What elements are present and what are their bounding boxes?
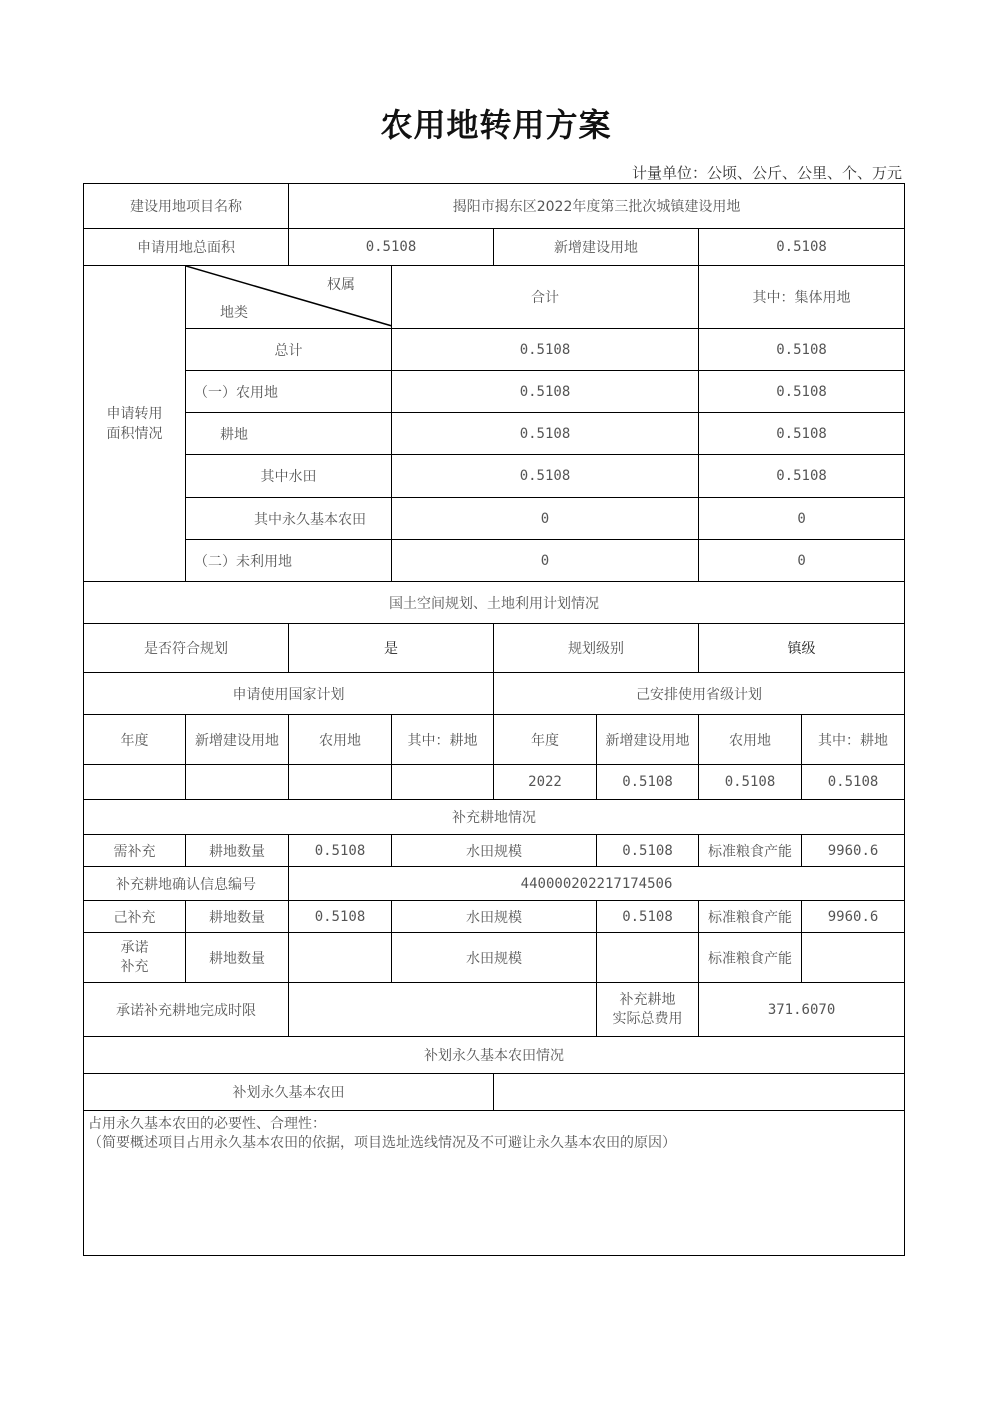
plan-value	[84, 765, 186, 800]
farmland-section-title: 补划永久基本农田情况	[84, 1037, 905, 1074]
farmland-value	[494, 1074, 905, 1111]
plan-value: 0.5108	[597, 765, 699, 800]
ownership-landtype-header	[186, 266, 392, 329]
done-supplement-row	[84, 901, 905, 933]
conversion-row	[84, 329, 905, 371]
conversion-row-total: 0.5108	[392, 329, 699, 371]
promise-qty-label: 耕地数量	[186, 933, 289, 983]
note-row	[84, 1111, 905, 1256]
promise-qty-value	[289, 933, 392, 983]
planning-level-label: 规划级别	[494, 624, 699, 673]
project-value: 揭阳市揭东区2022年度第三批次城镇建设用地	[289, 184, 905, 229]
need-grain-value: 9960.6	[802, 835, 905, 867]
note-cell	[84, 1111, 905, 1256]
conversion-row-total: 0.5108	[392, 455, 699, 498]
plan-col-header: 新增建设用地	[597, 715, 699, 765]
conversion-row-collective: 0.5108	[699, 371, 905, 413]
conversion-row-collective: 0	[699, 540, 905, 582]
planning-section-row	[84, 582, 905, 624]
promise-grain-value	[802, 933, 905, 983]
need-supplement-row	[84, 835, 905, 867]
diagonal-line	[186, 266, 392, 329]
planning-conform-row	[84, 624, 905, 673]
conform-value: 是	[289, 624, 494, 673]
farmland-row	[84, 1074, 905, 1111]
note-line1: 占用永久基本农田的必要性、合理性：	[88, 1116, 326, 1132]
done-qty-value: 0.5108	[289, 901, 392, 933]
land-conversion-table	[83, 183, 905, 1256]
plan-col-header: 新增建设用地	[186, 715, 289, 765]
plan-columns-row	[84, 715, 905, 765]
plan-type-row	[84, 673, 905, 715]
promise-grain-label: 标准粮食产能	[699, 933, 802, 983]
page-title: 农用地转用方案	[380, 106, 612, 144]
landtype-header: 地类	[220, 305, 248, 321]
plan-value	[392, 765, 494, 800]
conversion-row	[84, 371, 905, 413]
need-paddy-label: 水田规模	[392, 835, 597, 867]
new-construction-label: 新增建设用地	[494, 229, 699, 266]
supplement-section-title: 补充耕地情况	[84, 800, 905, 835]
plan-value	[186, 765, 289, 800]
conversion-row-total: 0.5108	[392, 413, 699, 455]
plan-col-header: 年度	[84, 715, 186, 765]
total-area-row	[84, 229, 905, 266]
plan-col-header: 其中：耕地	[392, 715, 494, 765]
confirm-label: 补充耕地确认信息编号	[84, 867, 289, 901]
deadline-label: 承诺补充耕地完成时限	[84, 983, 289, 1037]
need-label: 需补充	[84, 835, 186, 867]
conversion-row-collective: 0.5108	[699, 329, 905, 371]
conversion-row-label: 其中水田	[186, 455, 392, 498]
provincial-plan-label: 己安排使用省级计划	[494, 673, 905, 715]
note-line2: （简要概述项目占用永久基本农田的依据，项目选址选线情况及不可避让永久基本农田的原因）	[88, 1135, 676, 1151]
promise-paddy-value	[597, 933, 699, 983]
promise-paddy-label: 水田规模	[392, 933, 597, 983]
plan-col-header: 农用地	[289, 715, 392, 765]
col-collective-header: 其中：集体用地	[699, 266, 905, 329]
plan-value: 0.5108	[699, 765, 802, 800]
done-qty-label: 耕地数量	[186, 901, 289, 933]
project-label: 建设用地项目名称	[84, 184, 289, 229]
done-paddy-label: 水田规模	[392, 901, 597, 933]
conversion-header-row	[84, 266, 905, 329]
conform-label: 是否符合规划	[84, 624, 289, 673]
confirm-value: 440000202217174506	[289, 867, 905, 901]
conversion-row-total: 0.5108	[392, 371, 699, 413]
deadline-row	[84, 983, 905, 1037]
conversion-row-collective: 0	[699, 498, 905, 540]
conversion-side-label: 申请转用面积情况	[84, 266, 186, 582]
confirm-row	[84, 867, 905, 901]
conversion-row-collective: 0.5108	[699, 413, 905, 455]
conversion-row-label: 其中永久基本农田	[186, 498, 392, 540]
farmland-label: 补划永久基本农田	[84, 1074, 494, 1111]
need-grain-label: 标准粮食产能	[699, 835, 802, 867]
supplement-section-row	[84, 800, 905, 835]
cost-label	[597, 983, 699, 1037]
promise-supplement-row	[84, 933, 905, 983]
conversion-row-label: （一）农用地	[186, 371, 392, 413]
conversion-row-label: （二）未利用地	[186, 540, 392, 582]
project-row	[84, 184, 905, 229]
national-plan-label: 申请使用国家计划	[84, 673, 494, 715]
need-qty-label: 耕地数量	[186, 835, 289, 867]
done-grain-value: 9960.6	[802, 901, 905, 933]
conversion-row-total: 0	[392, 540, 699, 582]
promise-label-line2: 补充	[120, 958, 149, 975]
conversion-row-label: 总计	[186, 329, 392, 371]
planning-level-value: 镇级	[699, 624, 905, 673]
unit-label: 计量单位：公顷、公斤、公里、个、万元	[631, 164, 902, 182]
total-area-value: 0.5108	[289, 229, 494, 266]
conversion-row	[84, 413, 905, 455]
plan-value: 2022	[494, 765, 597, 800]
new-construction-value: 0.5108	[699, 229, 905, 266]
plan-col-header: 其中：耕地	[802, 715, 905, 765]
plan-value	[289, 765, 392, 800]
plan-col-header: 农用地	[699, 715, 802, 765]
col-total-header: 合计	[392, 266, 699, 329]
need-qty-value: 0.5108	[289, 835, 392, 867]
planning-section-title: 国土空间规划、土地利用计划情况	[84, 582, 905, 624]
promise-label	[84, 933, 186, 983]
conversion-row-total: 0	[392, 498, 699, 540]
conversion-row	[84, 455, 905, 498]
conversion-row-label: 耕地	[186, 413, 392, 455]
deadline-value	[289, 983, 597, 1037]
conversion-row	[84, 498, 905, 540]
plan-values-row	[84, 765, 905, 800]
farmland-section-row	[84, 1037, 905, 1074]
promise-label-line1: 承诺	[120, 939, 149, 956]
need-paddy-value: 0.5108	[597, 835, 699, 867]
total-area-label: 申请用地总面积	[84, 229, 289, 266]
cost-value: 371.6070	[699, 983, 905, 1037]
cost-label-line1: 补充耕地	[619, 991, 676, 1008]
done-label: 己补充	[84, 901, 186, 933]
done-paddy-value: 0.5108	[597, 901, 699, 933]
plan-value: 0.5108	[802, 765, 905, 800]
cost-label-line2: 实际总费用	[612, 1010, 683, 1027]
conversion-row	[84, 540, 905, 582]
ownership-header: 权属	[327, 277, 355, 293]
done-grain-label: 标准粮食产能	[699, 901, 802, 933]
conversion-row-collective: 0.5108	[699, 455, 905, 498]
plan-col-header: 年度	[494, 715, 597, 765]
